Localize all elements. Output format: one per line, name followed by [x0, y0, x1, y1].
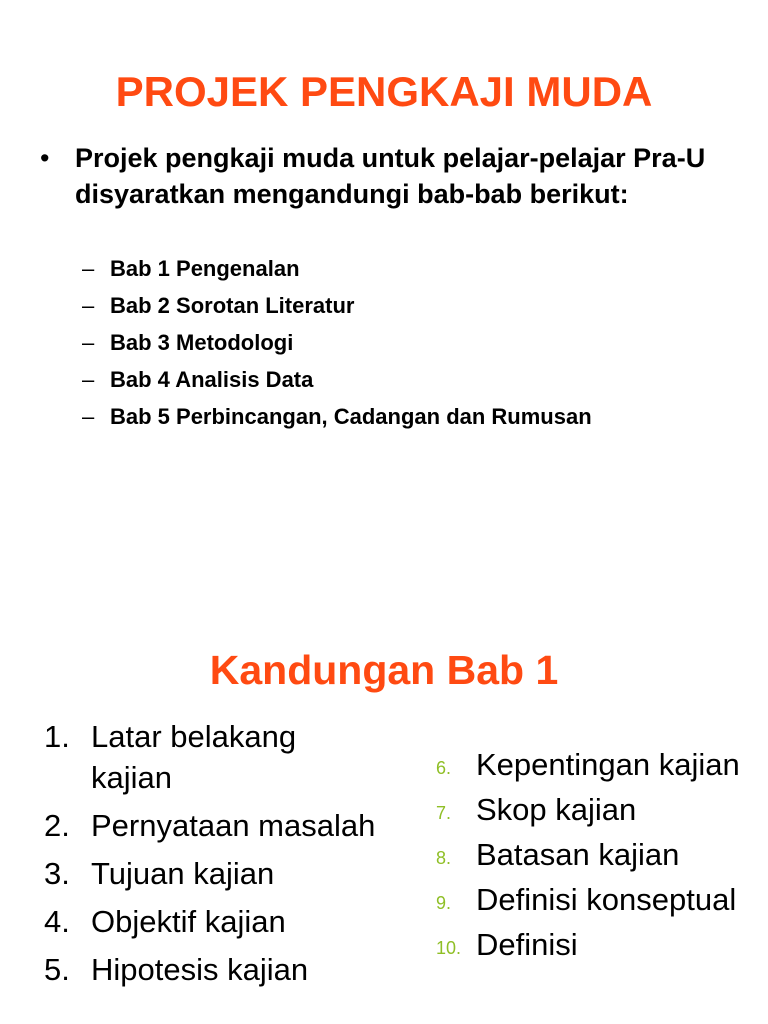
slide-title: PROJEK PENGKAJI MUDA	[115, 68, 653, 115]
item-text: Hipotesis kajian	[91, 952, 309, 987]
dash-icon: –	[82, 330, 95, 355]
list-item	[82, 287, 592, 324]
chapter-label: Bab 3 Metodologi	[110, 330, 294, 355]
item-number: 9.	[436, 893, 452, 913]
item-text: Definisi konseptual	[476, 882, 737, 917]
chapter-label: Bab 2 Sorotan Literatur	[110, 293, 355, 318]
chapter-label: Bab 5 Perbincangan, Cadangan dan Rumusan	[110, 404, 592, 429]
item-number: 3.	[44, 856, 70, 891]
item-number: 2.	[44, 808, 70, 843]
dash-icon: –	[82, 404, 95, 429]
chapter-label: Bab 1 Pengenalan	[110, 256, 300, 281]
item-text: Tujuan kajian	[91, 856, 275, 891]
item-number: 8.	[436, 848, 452, 868]
slide-kandungan-bab-1	[0, 512, 768, 1024]
dash-icon: –	[82, 293, 95, 318]
dash-icon: –	[82, 367, 95, 392]
list-item	[436, 926, 766, 963]
item-text: Objektif kajian	[91, 904, 286, 939]
list-item	[44, 805, 384, 846]
item-number: 7.	[436, 803, 452, 823]
dash-icon: –	[82, 256, 95, 281]
chapter-list	[82, 250, 592, 435]
item-number: 5.	[44, 952, 70, 987]
item-text: Pernyataan masalah	[91, 808, 376, 843]
contents-list-left	[44, 716, 384, 997]
list-item	[436, 746, 766, 783]
list-item	[44, 901, 384, 942]
item-text: Batasan kajian	[476, 837, 680, 872]
chapter-label: Bab 4 Analisis Data	[110, 367, 314, 392]
bullet-dot-icon: •	[40, 143, 50, 173]
item-number: 4.	[44, 904, 70, 939]
list-item	[44, 853, 384, 894]
item-text: Latar belakang kajian	[91, 719, 297, 795]
list-item	[82, 324, 592, 361]
contents-list-right	[436, 746, 766, 971]
slide-title: Kandungan Bab 1	[209, 647, 559, 693]
list-item	[436, 791, 766, 828]
list-item	[82, 250, 592, 287]
list-item	[82, 361, 592, 398]
item-text: Skop kajian	[476, 792, 637, 827]
item-text: Kepentingan kajian	[476, 747, 740, 782]
item-number: 10.	[436, 938, 462, 958]
item-number: 1.	[44, 719, 70, 754]
list-item	[436, 836, 766, 873]
list-item	[44, 716, 384, 798]
list-item	[44, 949, 384, 990]
bullet-text: Projek pengkaji muda untuk pelajar-pelajar Pra-U disyaratkan mengandungi bab-bab berikut:	[75, 143, 706, 209]
item-number: 6.	[436, 758, 452, 778]
list-item	[82, 398, 592, 435]
list-item	[436, 881, 766, 918]
item-text: Definisi	[476, 927, 578, 962]
